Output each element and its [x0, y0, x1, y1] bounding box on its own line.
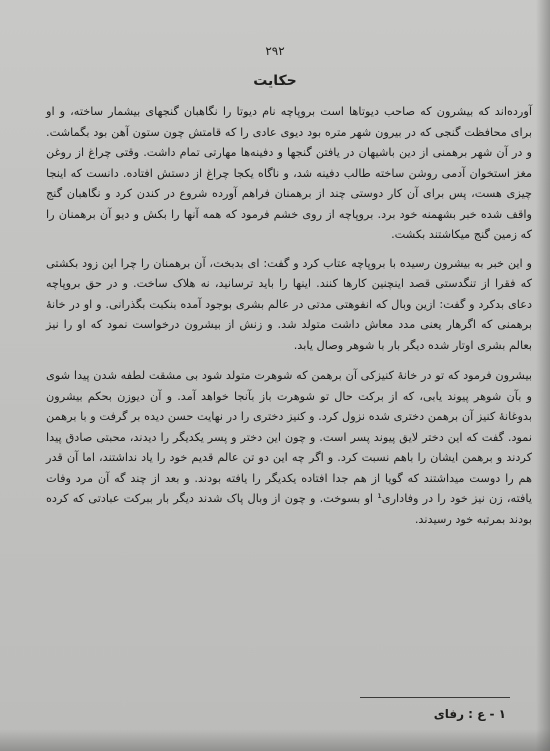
page-bottom-shadow: [0, 729, 550, 751]
body-text: [46, 102, 532, 530]
page-edge-shadow: [536, 0, 550, 751]
paragraph: آورده‌اند که بیشرون که صاحب دیوتاها است برو‌پاچه نام دیوتا را نگاهبان گنجهای بیشمار ساخته، و او برای محافظت گنجی که در بیرون شهر متره بود دیوی عادی را که قامتش چون ستون آهن بود بگماشت. و در آن شهر برهمنی از دین باشیهان در یافتن گنجها و دفینه‌ها مهارتی تمام داشت. وقتی چراغ از روغن مغز استخوان آدمی روشن ساخته طالب دفینه شد، و ناگاه یکجا چراغ از دستش افتاده. دانست که اینجا چیزی هست، پس برای آن کار دوستی چند از برهمنان فراهم آورده شروع در کندن کرد و نگاهبان گنج واقف شده خبر بشهمنه خود برد. بروپاچه از روی خشم فرمود که همه آنها را بکش و دیو آن برهمنان را که زمین گنج میکاشتند بکشت.: [46, 105, 532, 241]
paragraph: و این خبر به بیشرون رسیده با بروپاچه عتاب کرد و گفت: ای بدبخت، آن برهمنان را چرا این زود بکشتی که فقرا از تنگدستی قصد اینچنین کارها کنند. اینها را باید ترسانید، نه هلاک ساخت. و در حق برو‌پاچه دعای بدکرد و گفت: ازین وبال که انفوهتی مدتی در عالم بشری بوجود آمده بنکبت بگذرانی. و او در خانهٔ برهمنی که اگرهار یعنی مدد معاش داشت متولد شد. و زنش از بیشرون درخواست نمود که او را نیز بعالم بشری اوتار شده دیگر بار با شوهر وصال یابد.: [46, 256, 532, 352]
page-number: ۲۹۲: [265, 44, 285, 58]
section-title: حکایت: [253, 73, 297, 89]
footnote: ۱ - ع : رفای: [433, 707, 506, 721]
paragraph: بیشرون فرمود که تو در خانهٔ کنیزکی آن برهمن که شوهرت متولد شود بی مشقت لطفه شدن پیدا شوی و بآن شوهر پیوند یابی، که از برکت حال تو شوهرت باز بآنجا خواهد آمد. و آن دیوزن بحکم بیشرون بدوغانهٔ کنیز آن برهمن دختری شده نزول کرد. و کنیز دختری را در نهایت حسن دیده بر گرفت و با برهمن نمود. گفت که این دختر لایق پیوند پسر است. و چون این دختر و پسر یکدیگر را دیدند، محبتی صادق پیدا کردند و برهمن ایشان را باهم نسبت کرد. و اگر چه این دو تن عالم قدیم خود را یاد نداشتند، اما آن قدر هم را دوست میداشتند که گویا از هم جدا افتاده یکدیگر را یافته بودند. و بعد از چند گه آن مرد وفات یافته، زن نیز خود را در وفاداری¹ او بسوخت. و چون از وبال پاک شدند دیگر بار ببرکت عبادتی که کرده بودند بمرتبه خود رسیدند.: [46, 369, 532, 526]
footnote-divider: [360, 697, 510, 698]
